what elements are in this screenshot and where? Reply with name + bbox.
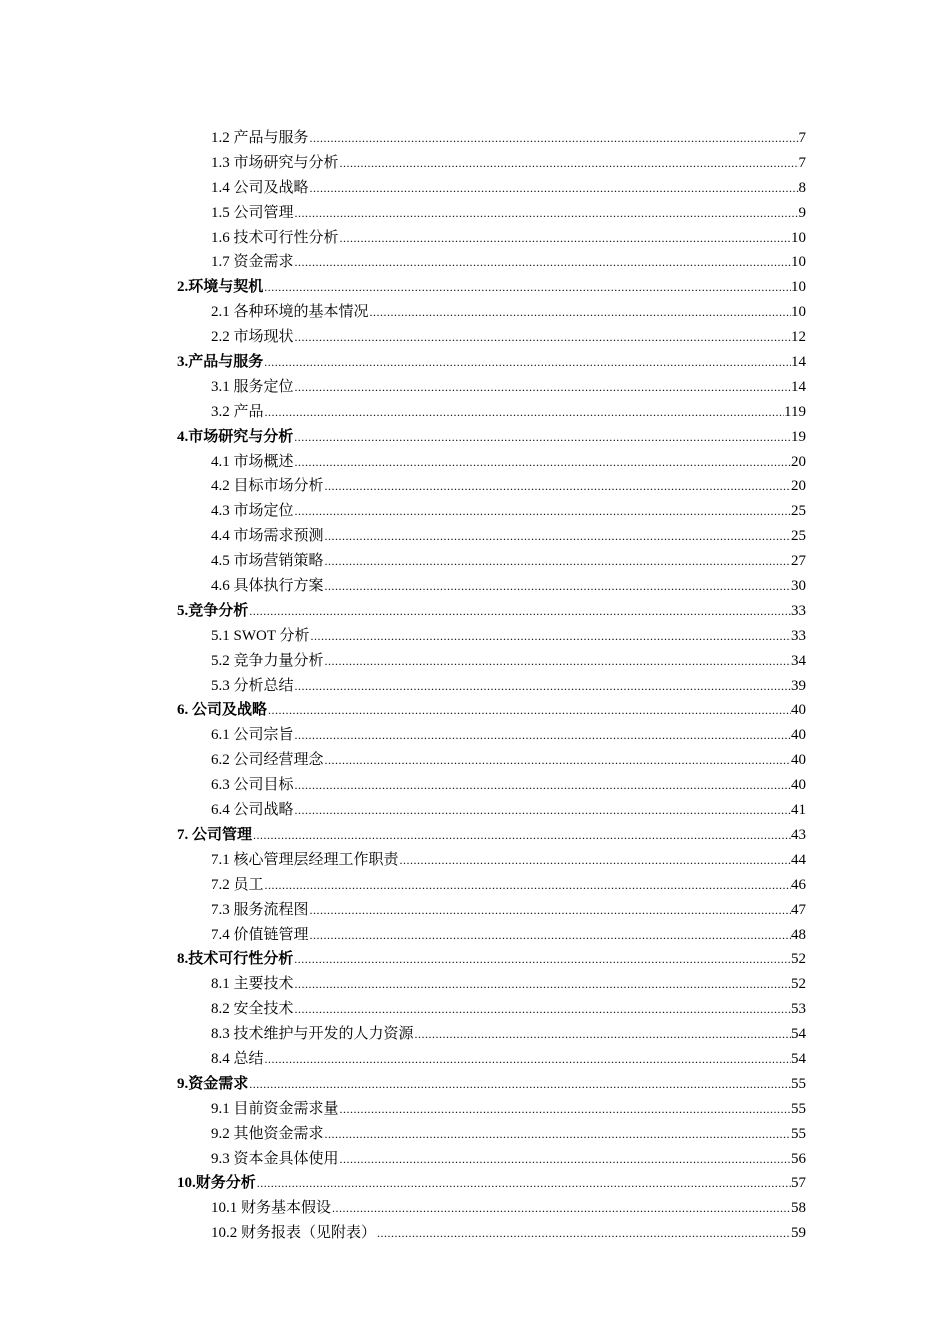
toc-entry-title: 4.5 市场营销策略	[211, 553, 324, 570]
toc-chapter-entry[interactable]	[0, 1072, 950, 1097]
toc-entry-title: 2.2 市场现状	[211, 329, 294, 346]
toc-entry-title: 4.6 具体执行方案	[211, 578, 324, 595]
toc-page-number: 20	[791, 453, 806, 470]
toc-entry-line	[177, 599, 806, 624]
toc-section-entry[interactable]	[0, 1047, 950, 1072]
toc-page-number: 46	[791, 876, 806, 893]
toc-entry-line	[211, 848, 806, 873]
toc-page-number: 10	[791, 279, 806, 296]
toc-page-number: 119	[784, 403, 806, 420]
toc-dot-leader	[295, 773, 791, 798]
toc-page-number: 54	[791, 1026, 806, 1043]
toc-entry-line	[211, 972, 806, 997]
toc-dot-leader	[268, 698, 791, 723]
toc-chapter-entry[interactable]	[0, 350, 950, 375]
toc-entry-line	[177, 947, 806, 972]
toc-entry-line	[211, 674, 806, 699]
toc-chapter-entry[interactable]	[0, 599, 950, 624]
toc-page-number: 58	[791, 1200, 806, 1217]
toc-entry-title: 7.2 员工	[211, 876, 264, 893]
toc-page-number: 48	[791, 926, 806, 943]
toc-section-entry[interactable]	[0, 549, 950, 574]
toc-section-entry[interactable]	[0, 923, 950, 948]
toc-entry-title: 1.7 资金需求	[211, 254, 294, 271]
table-of-contents	[0, 126, 950, 1246]
toc-dot-leader	[265, 873, 791, 898]
toc-dot-leader	[265, 400, 785, 425]
toc-entry-title: 7.1 核心管理层经理工作职责	[211, 851, 399, 868]
toc-entry-title: 3.产品与服务	[177, 354, 264, 371]
toc-dot-leader	[295, 723, 791, 748]
toc-entry-title: 2.环境与契机	[177, 279, 264, 296]
toc-dot-leader	[295, 997, 791, 1022]
toc-section-entry[interactable]	[0, 499, 950, 524]
toc-page-number: 40	[791, 727, 806, 744]
toc-entry-line	[211, 126, 806, 151]
toc-entry-line	[211, 798, 806, 823]
toc-entry-line	[211, 524, 806, 549]
toc-entry-title: 9.2 其他资金需求	[211, 1125, 324, 1142]
toc-page-number: 33	[791, 627, 806, 644]
toc-section-entry[interactable]	[0, 474, 950, 499]
toc-entry-line	[177, 698, 806, 723]
toc-section-entry[interactable]	[0, 624, 950, 649]
toc-page-number: 47	[791, 901, 806, 918]
toc-section-entry[interactable]	[0, 798, 950, 823]
toc-page-number: 40	[791, 752, 806, 769]
toc-entry-title: 6.4 公司战略	[211, 802, 294, 819]
toc-entry-title: 4.4 市场需求预测	[211, 528, 324, 545]
toc-entry-title: 4.1 市场概述	[211, 453, 294, 470]
toc-dot-leader	[295, 250, 791, 275]
toc-entry-title: 6.1 公司宗旨	[211, 727, 294, 744]
toc-page-number: 27	[791, 553, 806, 570]
toc-page-number: 14	[791, 354, 806, 371]
toc-entry-title: 5.竞争分析	[177, 602, 249, 619]
toc-page-number: 33	[791, 602, 806, 619]
toc-page-number: 52	[791, 976, 806, 993]
toc-page-number: 9	[798, 204, 806, 221]
toc-section-entry[interactable]	[0, 1122, 950, 1147]
toc-page-number: 54	[791, 1050, 806, 1067]
toc-page-number: 8	[798, 179, 806, 196]
toc-entry-line	[211, 1047, 806, 1072]
toc-dot-leader	[253, 823, 791, 848]
toc-section-entry[interactable]	[0, 151, 950, 176]
toc-entry-title: 7.4 价值链管理	[211, 926, 309, 943]
toc-entry-title: 10.财务分析	[177, 1175, 256, 1192]
toc-entry-line	[211, 375, 806, 400]
toc-entry-line	[211, 499, 806, 524]
toc-entry-line	[211, 1147, 806, 1172]
toc-section-entry[interactable]	[0, 1221, 950, 1246]
toc-dot-leader	[295, 325, 791, 350]
toc-section-entry[interactable]	[0, 176, 950, 201]
toc-section-entry[interactable]	[0, 773, 950, 798]
toc-section-entry[interactable]	[0, 1147, 950, 1172]
toc-entry-line	[211, 300, 806, 325]
toc-page-number: 10	[791, 229, 806, 246]
toc-section-entry[interactable]	[0, 674, 950, 699]
toc-entry-title: 1.4 公司及战略	[211, 179, 309, 196]
toc-entry-line	[211, 1122, 806, 1147]
toc-dot-leader	[400, 848, 791, 873]
toc-entry-title: 8.2 安全技术	[211, 1001, 294, 1018]
toc-page-number: 25	[791, 503, 806, 520]
toc-entry-line	[177, 275, 806, 300]
toc-dot-leader	[332, 1196, 791, 1221]
toc-entry-title: 10.2 财务报表（见附表）	[211, 1225, 377, 1242]
toc-entry-line	[211, 226, 806, 251]
toc-entry-line	[211, 400, 806, 425]
toc-entry-line	[211, 649, 806, 674]
toc-page-number: 55	[791, 1125, 806, 1142]
toc-page-number: 52	[791, 951, 806, 968]
toc-entry-title: 3.1 服务定位	[211, 378, 294, 395]
toc-entry-title: 8.技术可行性分析	[177, 951, 294, 968]
toc-dot-leader	[310, 923, 791, 948]
toc-page-number: 7	[798, 154, 806, 171]
toc-entry-line	[211, 1196, 806, 1221]
toc-entry-line	[211, 574, 806, 599]
toc-section-entry[interactable]	[0, 300, 950, 325]
toc-entry-line	[211, 624, 806, 649]
toc-section-entry[interactable]	[0, 873, 950, 898]
toc-entry-title: 7. 公司管理	[177, 826, 253, 843]
toc-entry-line	[211, 176, 806, 201]
toc-dot-leader	[370, 300, 791, 325]
toc-dot-leader	[295, 499, 791, 524]
toc-page-number: 57	[791, 1175, 806, 1192]
toc-entry-line	[177, 823, 806, 848]
toc-dot-leader	[294, 947, 791, 972]
toc-entry-line	[211, 898, 806, 923]
toc-dot-leader	[325, 474, 791, 499]
toc-entry-title: 6.2 公司经营理念	[211, 752, 324, 769]
toc-section-entry[interactable]	[0, 997, 950, 1022]
toc-section-entry[interactable]	[0, 1097, 950, 1122]
toc-entry-title: 8.1 主要技术	[211, 976, 294, 993]
toc-dot-leader	[249, 599, 791, 624]
toc-page-number: 40	[791, 702, 806, 719]
toc-dot-leader	[325, 574, 791, 599]
toc-entry-line	[211, 923, 806, 948]
toc-dot-leader	[295, 450, 791, 475]
toc-page-number: 10	[791, 304, 806, 321]
toc-entry-line	[177, 350, 806, 375]
toc-dot-leader	[310, 176, 799, 201]
toc-dot-leader	[264, 275, 791, 300]
toc-section-entry[interactable]	[0, 375, 950, 400]
toc-dot-leader	[310, 624, 791, 649]
toc-chapter-entry[interactable]	[0, 425, 950, 450]
toc-section-entry[interactable]	[0, 848, 950, 873]
toc-entry-line	[211, 325, 806, 350]
toc-dot-leader	[325, 649, 791, 674]
toc-entry-line	[177, 425, 806, 450]
toc-entry-title: 1.5 公司管理	[211, 204, 294, 221]
toc-dot-leader	[340, 1147, 791, 1172]
toc-entry-title: 10.1 财务基本假设	[211, 1200, 332, 1217]
toc-section-entry[interactable]	[0, 250, 950, 275]
toc-dot-leader	[325, 748, 791, 773]
toc-section-entry[interactable]	[0, 400, 950, 425]
toc-entry-title: 5.2 竞争力量分析	[211, 652, 324, 669]
toc-dot-leader	[340, 1097, 791, 1122]
toc-entry-title: 9.1 目前资金需求量	[211, 1100, 339, 1117]
toc-entry-title: 1.2 产品与服务	[211, 130, 309, 146]
toc-page-number: 19	[791, 428, 806, 445]
toc-entry-title: 9.3 资本金具体使用	[211, 1150, 339, 1167]
toc-page-number: 30	[791, 578, 806, 595]
toc-dot-leader	[295, 201, 799, 226]
toc-page-number: 55	[791, 1075, 806, 1092]
toc-section-entry[interactable]	[0, 723, 950, 748]
toc-section-entry[interactable]	[0, 1022, 950, 1047]
toc-entry-title: 3.2 产品	[211, 403, 264, 420]
toc-entry-line	[211, 474, 806, 499]
toc-page-number: 25	[791, 528, 806, 545]
toc-page-number: 40	[791, 777, 806, 794]
toc-dot-leader	[295, 375, 791, 400]
toc-entry-title: 6. 公司及战略	[177, 702, 268, 719]
toc-entry-line	[211, 723, 806, 748]
toc-entry-title: 5.3 分析总结	[211, 677, 294, 694]
toc-section-entry[interactable]	[0, 325, 950, 350]
toc-page-number: 7	[798, 130, 806, 146]
toc-section-entry[interactable]	[0, 524, 950, 549]
toc-page-number: 39	[791, 677, 806, 694]
toc-entry-line	[211, 250, 806, 275]
toc-section-entry[interactable]	[0, 226, 950, 251]
toc-page-number: 56	[791, 1150, 806, 1167]
toc-dot-leader	[257, 1171, 791, 1196]
toc-entry-title: 9.资金需求	[177, 1075, 249, 1092]
toc-entry-line	[211, 450, 806, 475]
toc-entry-title: 8.3 技术维护与开发的人力资源	[211, 1026, 414, 1043]
toc-chapter-entry[interactable]	[0, 1171, 950, 1196]
toc-section-entry[interactable]	[0, 201, 950, 226]
toc-entry-line	[177, 1072, 806, 1097]
toc-entry-title: 4.3 市场定位	[211, 503, 294, 520]
toc-chapter-entry[interactable]	[0, 947, 950, 972]
toc-dot-leader	[325, 524, 791, 549]
toc-page-number: 41	[791, 802, 806, 819]
toc-entry-title: 5.1 SWOT 分析	[211, 627, 310, 644]
toc-entry-line	[177, 1171, 806, 1196]
toc-section-entry[interactable]	[0, 748, 950, 773]
toc-dot-leader	[295, 972, 791, 997]
toc-entry-line	[211, 151, 806, 176]
toc-entry-line	[211, 748, 806, 773]
toc-page-number: 34	[791, 652, 806, 669]
toc-page-number: 43	[791, 826, 806, 843]
toc-dot-leader	[310, 126, 799, 151]
toc-dot-leader	[295, 674, 791, 699]
toc-chapter-entry[interactable]	[0, 275, 950, 300]
toc-entry-line	[211, 1022, 806, 1047]
toc-entry-line	[211, 997, 806, 1022]
toc-page-number: 55	[791, 1100, 806, 1117]
toc-page-number: 44	[791, 851, 806, 868]
toc-section-entry[interactable]	[0, 574, 950, 599]
toc-section-entry[interactable]	[0, 898, 950, 923]
toc-dot-leader	[249, 1072, 791, 1097]
toc-section-entry[interactable]	[0, 1196, 950, 1221]
toc-chapter-entry[interactable]	[0, 698, 950, 723]
toc-dot-leader	[377, 1221, 791, 1246]
toc-section-entry[interactable]	[0, 972, 950, 997]
toc-entry-line	[211, 773, 806, 798]
toc-dot-leader	[264, 350, 791, 375]
toc-entry-title: 1.6 技术可行性分析	[211, 229, 339, 246]
toc-dot-leader	[415, 1022, 791, 1047]
toc-dot-leader	[294, 425, 791, 450]
toc-dot-leader	[265, 1047, 791, 1072]
toc-entry-title: 2.1 各种环境的基本情况	[211, 304, 369, 321]
toc-entry-line	[211, 549, 806, 574]
toc-section-entry[interactable]	[0, 649, 950, 674]
toc-section-entry[interactable]	[0, 126, 950, 151]
toc-dot-leader	[295, 798, 791, 823]
toc-chapter-entry[interactable]	[0, 823, 950, 848]
toc-page-number: 14	[791, 378, 806, 395]
toc-entry-title: 6.3 公司目标	[211, 777, 294, 794]
toc-entry-line	[211, 873, 806, 898]
toc-entry-title: 7.3 服务流程图	[211, 901, 309, 918]
toc-entry-line	[211, 201, 806, 226]
toc-page-number: 20	[791, 478, 806, 495]
toc-entry-title: 1.3 市场研究与分析	[211, 154, 339, 171]
toc-entry-line	[211, 1221, 806, 1246]
toc-section-entry[interactable]	[0, 450, 950, 475]
toc-dot-leader	[325, 549, 791, 574]
toc-entry-title: 8.4 总结	[211, 1050, 264, 1067]
toc-page-number: 59	[791, 1225, 806, 1242]
toc-entry-title: 4.市场研究与分析	[177, 428, 294, 445]
toc-page-number: 53	[791, 1001, 806, 1018]
toc-dot-leader	[310, 898, 791, 923]
toc-dot-leader	[340, 226, 791, 251]
toc-dot-leader	[340, 151, 799, 176]
toc-page-number: 10	[791, 254, 806, 271]
toc-entry-title: 4.2 目标市场分析	[211, 478, 324, 495]
toc-page-number: 12	[791, 329, 806, 346]
toc-entry-line	[211, 1097, 806, 1122]
toc-dot-leader	[325, 1122, 791, 1147]
